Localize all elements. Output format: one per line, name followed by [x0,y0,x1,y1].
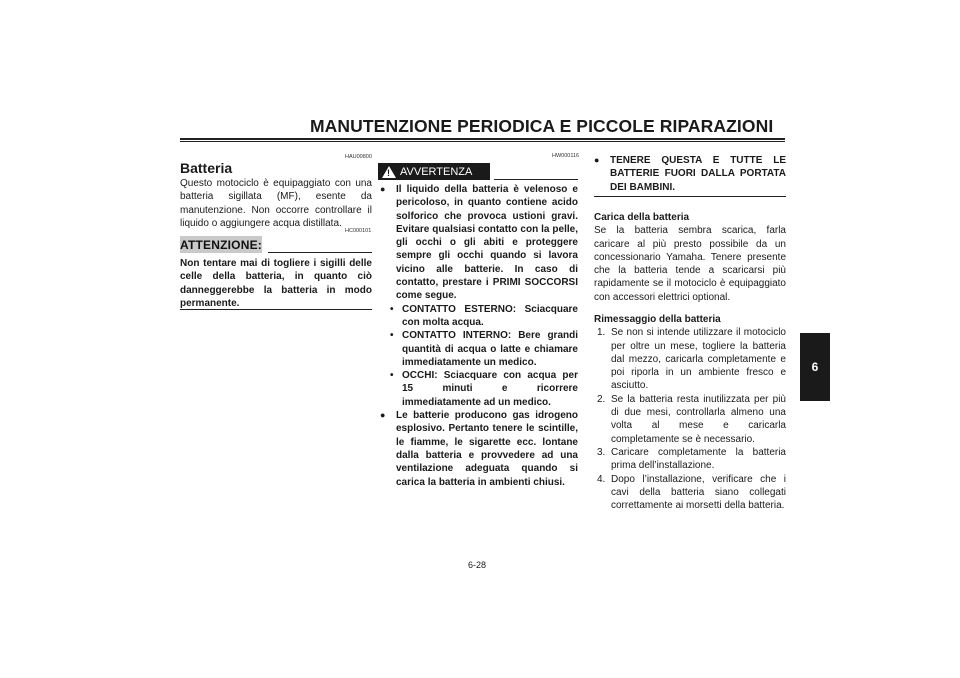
warning-block [380,183,578,489]
step-text: Se la batteria resta inutilizzata per più di due mesi, controllarla almeno una volta al mese e caricarla completamente se è necessario. [611,393,786,445]
storage-step [594,446,786,473]
step-number: 4. [597,473,606,485]
storage-step [594,473,786,513]
warning-sub-eyes: • OCCHI: Sciacquare con acqua per 15 minuti e ricorrere immediatamente ad un medico. [380,369,578,409]
caution-code: HC000101 [345,228,372,234]
caution-bottom-divider [180,309,372,310]
intro-paragraph [180,177,372,230]
section-code: HAU00800 [345,154,372,160]
storage-step [594,393,786,446]
warning-bullet-toxic: ● Il liquido della batteria è velenoso e pericoloso, in quanto contiene acido solforico che provoca ustioni gravi. Evitare qualsiasi contatto con la pelle, gli occhi o gli abiti e proteggere sempre gli occhi quando si lavora vicino alle batterie. In caso di contatto, prestare i PRIMI SOCCORSI come segue. [380,183,578,303]
children-warning [594,154,786,194]
warning-code: HW000116 [552,153,580,159]
charge-text: Se la batteria sembra scarica, farla caricare al più presto possibile da un concessionario Yamaha. Tenere presente che la batteria tende a scaricarsi più rapidamente se il motociclo è equipaggiato con accessori elettrici optional. [594,225,786,303]
step-number: 2. [597,393,606,405]
charge-title: Carica della batteria [594,212,690,223]
warning-sub-external: • CONTATTO ESTERNO: Sciacquare con molta acqua. [380,303,578,330]
section-title: Batteria [180,160,233,176]
step-text: Caricare completamente la batteria prima dell’installazione. [611,446,786,472]
warning-badge [378,163,490,180]
step-number: 1. [597,327,606,339]
warning-sub-internal: • CONTATTO INTERNO: Bere grandi quantità di acqua o latte e chiamare immediatamente un medico. [380,329,578,369]
intro-text: Questo motociclo è equipaggiato con una batteria sigillata (MF), esente da manutenzione. Non occorre controllare il liquido o aggiungere acqua distillata. [180,178,372,229]
caution-badge: ATTENZIONE: [180,237,262,252]
charge-section [594,211,786,304]
caution-divider [268,252,372,253]
step-number: 3. [597,446,606,458]
page-header-title: MANUTENZIONE PERIODICA E PICCOLE RIPARAZIONI [310,116,774,136]
storage-step [594,326,786,392]
step-text: Dopo l’installazione, verificare che i cavi della batteria siano collegati correttamente ai morsetti della batteria. [611,473,786,512]
caution-text: Non tentare mai di togliere i sigilli delle celle della batteria, in quanto ciò danneggerebbe la batteria in modo permanente. [180,258,372,309]
warning-divider [494,179,578,180]
warning-bullet-children: ● TENERE QUESTA E TUTTE LE BATTERIE FUORI DALLA PORTATA DEI BAMBINI. [594,154,786,194]
step-text: Se non si intende utilizzare il motociclo per oltre un mese, togliere la batteria dal mezzo, caricarla completamente e poi riporla in un ambiente fresco e asciutto. [611,327,786,392]
warning-bullet-hydrogen: ● Le batterie producono gas idrogeno esplosivo. Pertanto tenere le scintille, le fiamme, le sigarette ecc. lontane dalla batteria e provvedere ad una ventilazione adeguata quando si carica la batteria in ambienti chiusi. [380,409,578,489]
storage-section [594,313,786,512]
page-number: 6-28 [468,560,487,570]
caution-block [180,257,372,310]
warning-bottom-divider [594,196,786,197]
storage-title: Rimessaggio della batteria [594,314,721,325]
header-divider [180,138,785,140]
warning-label: AVVERTENZA [400,165,473,178]
chapter-tab: 6 [800,333,830,401]
header-divider-thin [180,141,785,142]
warning-triangle-icon [382,166,396,178]
